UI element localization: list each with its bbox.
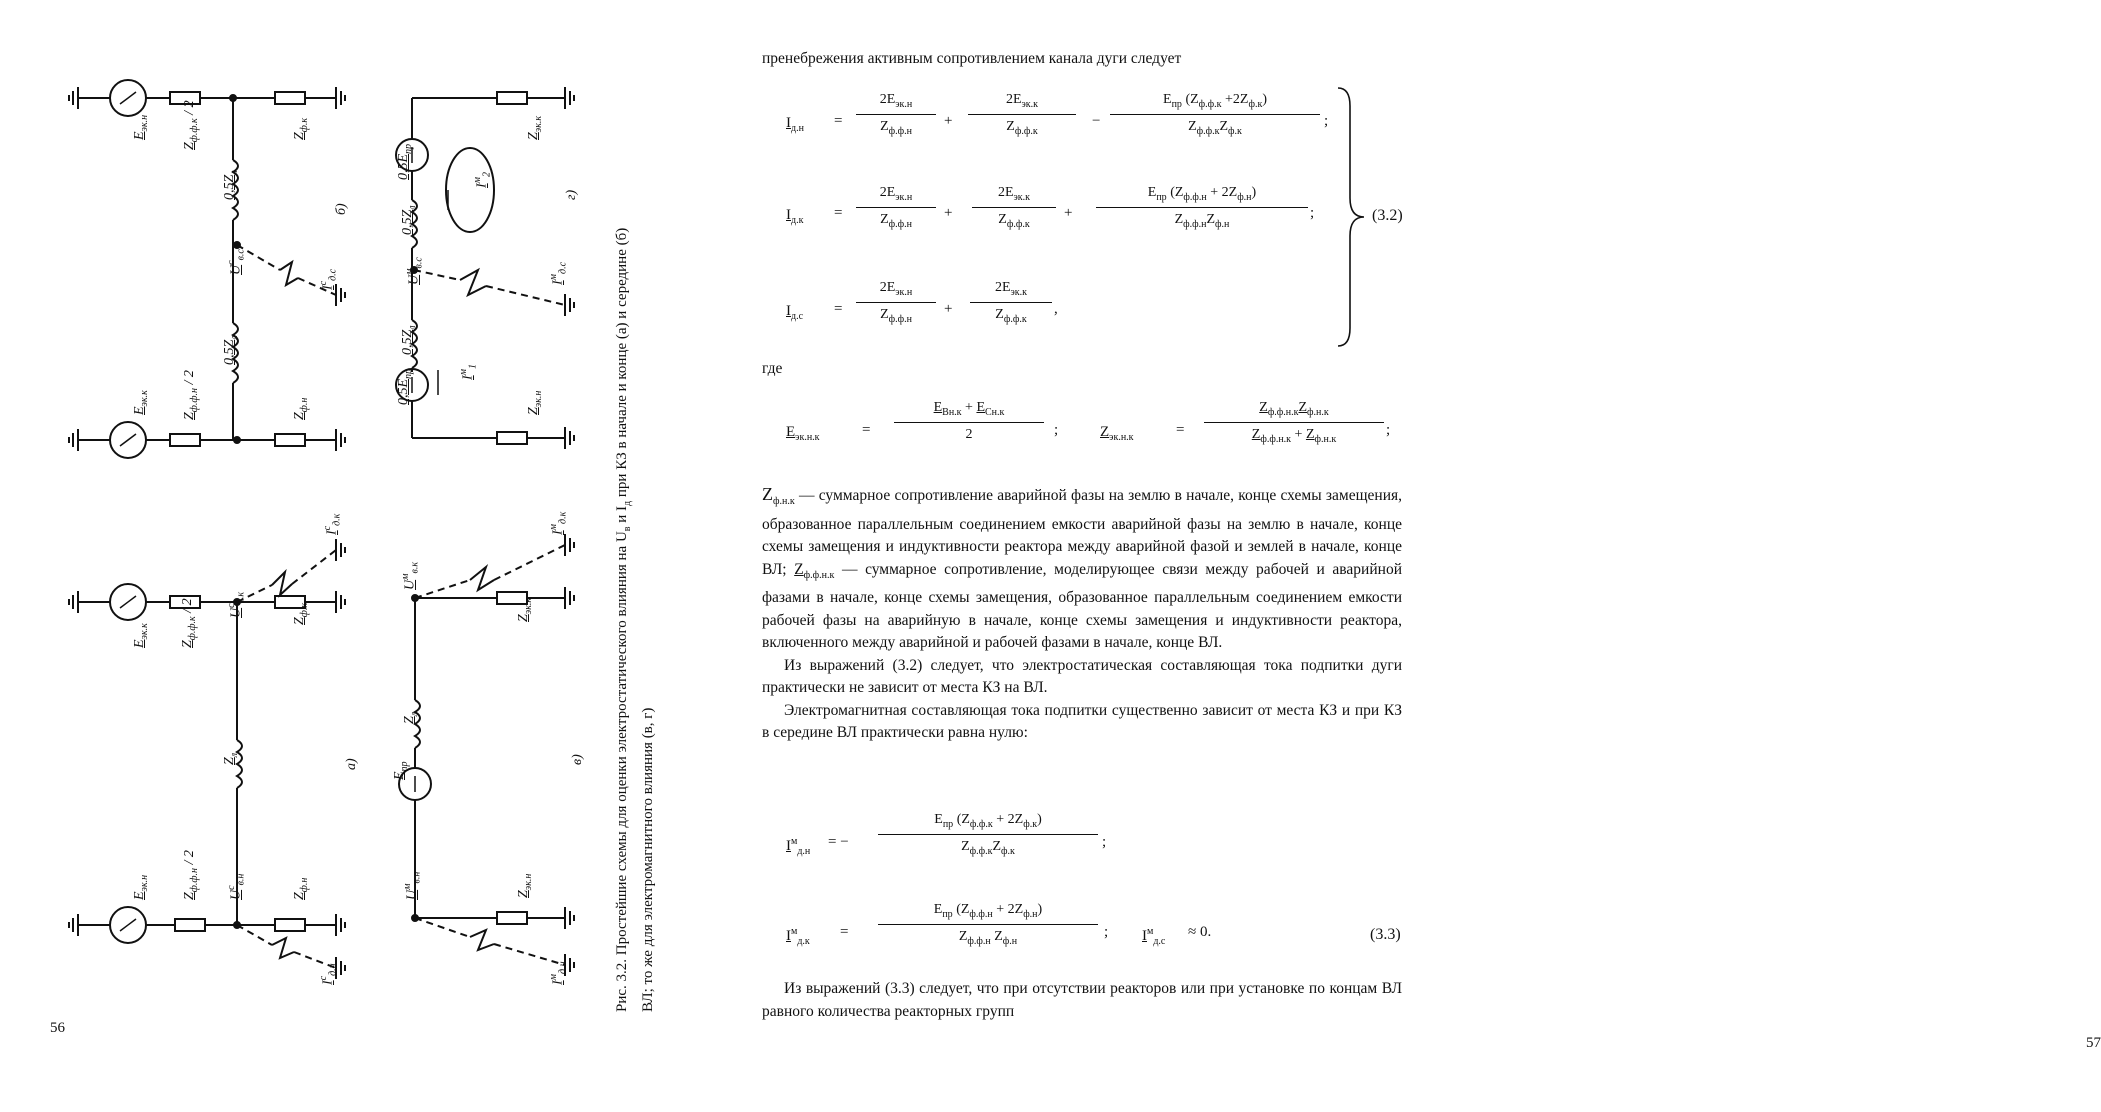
body-text [762,483,1402,745]
frac-1-3: $E_{пр}$ $(Z_{ф.ф.к} +2Z_{ф.к})$ $Z_{ф.ф.к}Z_{ф.к}$ [1110,92,1320,137]
label-zekk-g: $Z_{эк.к}$ [526,115,544,140]
label-uvc-b: $U^с_{в.с}$ [226,249,247,275]
paragraph-4 [762,978,1402,1023]
eq-idk-m: $I^м_{д.к}$ [786,926,810,947]
eq-idc-lhs: $I_{д.с}$ [786,303,804,322]
label-zfn-b: $Z_{ф.н}$ [292,397,310,420]
label-halfzl-g1: $0,5Z_л$ [400,205,418,235]
eq-idn-lhs: $I_{д.н}$ [786,115,804,134]
label-idk-a: $I^с_{д.к}$ [322,513,343,535]
semicolon-2: ; [1310,205,1315,221]
label-uvc-g: $U^м_{в.с}$ [404,257,425,285]
frac-m-1: $E_{пр}$ $(Z_{ф.ф.к} + 2Z_{ф.к})$ $Z_{ф.ф.к}Z_{ф.к}$ [878,812,1098,857]
frac-3-2: $2E_{эк.к}$ $Z_{ф.ф.к}$ [970,280,1052,325]
eq-sign-minus: = − [828,834,849,850]
label-g: г) [564,189,579,200]
frac-2-3: $E_{пр}$ $(Z_{ф.ф.н} + 2Z_{ф.н})$ $Z_{ф.ф.н}Z_{ф.н}$ [1096,185,1308,230]
eq-sign: = [840,924,849,940]
frac-m-2: $E_{пр}$ $(Z_{ф.ф.н} + 2Z_{ф.н})$ $Z_{ф.ф.н}$ $Z_{ф.н}$ [878,902,1098,947]
label-idn-v: $I^м_{д.н}$ [548,961,569,985]
label-zffk-b: $Z_{ф.ф.к} / 2$ [182,100,200,150]
where-word: где [762,360,783,377]
caption-line-2: ВЛ; то же для электромагнитного влияния (в, г) [640,707,656,1012]
left-page [0,0,712,1112]
approx-zero: ≈ 0. [1188,924,1212,940]
figure-caption [612,32,658,1012]
op-minus: − [1092,113,1101,129]
label-i1-g: $I^м_1$ [458,363,479,380]
semicolon-m2: ; [1104,924,1109,940]
circuit-diagrams [0,0,712,1112]
frac-z: $Z_{ф.ф.н.к}Z_{ф.н.к}$ $Z_{ф.ф.н.к} + Z_{ф.н.к}$ [1204,400,1384,445]
frac-3-1: $2E_{эк.н}$ $Z_{ф.ф.н}$ [856,280,936,325]
op-plus: + [944,205,953,221]
label-zl-a: $Z_л$ [222,752,240,765]
label-a: а) [344,758,359,770]
label-v: в) [570,754,585,765]
eq-idc-m: $I^м_{д.с}$ [1142,926,1166,947]
label-idk-v: $I^м_{д.к}$ [548,511,569,535]
caption-line-1: Рис. 3.2. Простейшие схемы для оценки электростатического влияния на $U_в$ и $I_д$ при КЗ в начале и конце (а) и середине (б) [614,227,633,1012]
frac-1-2: $2E_{эк.к}$ $Z_{ф.ф.к}$ [968,92,1076,137]
label-i2-g: $I^м_2$ [472,171,493,188]
label-halfzl-b2: $0,5Z_л$ [222,335,240,365]
paragraph-4-text: Из выражений (3.3) следует, что при отсутствии реакторов или при установке по концам ВЛ равного количества реакторных групп [762,980,1402,1020]
label-zffn-b: $Z_{ф.ф.н} / 2$ [182,370,200,420]
label-uvn-v: $U^м_{в.н}$ [402,871,423,900]
frac-2-1: $2E_{эк.н}$ $Z_{ф.ф.н}$ [856,185,936,230]
label-zffk-a: $Z_{ф.ф.к} / 2$ [180,598,198,648]
eq-sign: = [834,205,843,221]
label-zekn-g: $Z_{эк.н}$ [526,390,544,415]
eq-3-3-number: (3.3) [1370,926,1401,943]
label-halfepr-g1: $0,5E_{пр}$ [396,143,414,180]
z-eknk: $Z_{эк.н.к}$ [1100,424,1134,443]
semicolon-m1: ; [1102,834,1107,850]
eq-idn-m: $I^м_{д.н}$ [786,836,811,857]
label-b: б) [334,203,349,215]
eq-sign: = [862,422,871,438]
eq-sign: = [834,301,843,317]
frac-1-1: $2E_{эк.н}$ $Z_{ф.ф.н}$ [856,92,936,137]
label-zfk-b: $Z_{ф.к}$ [292,117,310,140]
eq-sign: = [1176,422,1185,438]
page-number-right: 57 [2086,1035,2101,1051]
label-e-ekk-b: $E_{эк.к}$ [132,390,150,415]
frac-e: $E_{Bн.к} + E_{Cн.к}$ 2 [894,400,1044,443]
eq-3-2-number: (3.2) [1372,207,1403,224]
label-uvk-a: $U^с_{в.к}$ [226,591,247,618]
page-number-left: 56 [50,1020,65,1036]
label-zekk-v: $Z_{эк.к}$ [516,597,534,622]
label-zfn-a: $Z_{ф.н}$ [292,877,310,900]
semicolon-z: ; [1386,422,1391,438]
semicolon-e: ; [1054,422,1059,438]
right-page [714,0,2101,1112]
label-halfepr-g2: $0,5E_{пр}$ [396,368,414,405]
e-eknk: $E_{эк.н.к}$ [786,424,820,443]
op-plus: + [944,301,953,317]
label-e-ekn-a: $E_{эк.н}$ [132,874,150,900]
paragraph-3: Электромагнитная составляющая тока подпитки существенно зависит от места КЗ и при КЗ в середине ВЛ практически равна нулю: [762,701,1402,742]
eq-idk-lhs: $I_{д.к}$ [786,207,804,226]
semicolon-1: ; [1324,113,1329,129]
label-zl-v: $Z_л$ [402,711,420,724]
right-brace [1336,86,1376,348]
label-epr-v: $E_{пр}$ [392,761,410,780]
paragraph-2: Из выражений (3.2) следует, что электростатическая составляющая тока подпитки дуги практически не зависит от места КЗ на ВЛ. [762,656,1402,697]
op-plus: + [1064,205,1073,221]
comma-3: , [1054,301,1058,317]
label-zfk-a: $Z_{ф.к}$ [292,602,310,625]
label-uvk-v: $U^м_{в.к}$ [400,561,421,590]
label-e-ekn-b: $E_{эк.н}$ [132,114,150,140]
label-halfzl-b1: $0,5Z_л$ [222,170,240,200]
label-zekn-v: $Z_{эк.н}$ [516,873,534,898]
paragraph-1: $Z_{ф.н.к}$ — суммарное сопротивление аварийной фазы на землю в начале, конце схемы замещения, образованное параллельным соединением емкости аварийной фазы на землю в начале, конце схемы замещения и индуктивности реактора между аварийной фазой и землей в начале, конце ВЛ; $Z_{ф.ф.н.к}$ — суммарное сопротивление, моделирующее связи между рабочей и аварийной фазами в начале, конце схемы замещения, образованное параллельным соединением емкости рабочей фазы на аварийную в начале, конце схемы замещения и индуктивности реактора, включенного между аварийной и рабочей фазами в начале, конце ВЛ. [762,484,1402,652]
label-zffn-a: $Z_{ф.ф.н} / 2$ [182,850,200,900]
label-uvn-a: $U^с_{в.н}$ [226,873,247,900]
label-e-ekk-a: $E_{эк.к}$ [132,623,150,648]
op-plus: + [944,113,953,129]
eq-sign: = [834,113,843,129]
intro-line: пренебрежения активным сопротивлением канала дуги следует [762,50,1182,67]
label-idc-g: $I^м_{д.с}$ [548,261,569,285]
label-idc-b: $I^с_{д.с}$ [318,268,339,290]
frac-2-2: $2E_{эк.к}$ $Z_{ф.ф.к}$ [972,185,1056,230]
diagram-v [399,534,574,976]
label-idn-a: $I^с_{д.н}$ [318,963,339,985]
label-halfzl-g2: $0,5Z_л$ [400,325,418,355]
